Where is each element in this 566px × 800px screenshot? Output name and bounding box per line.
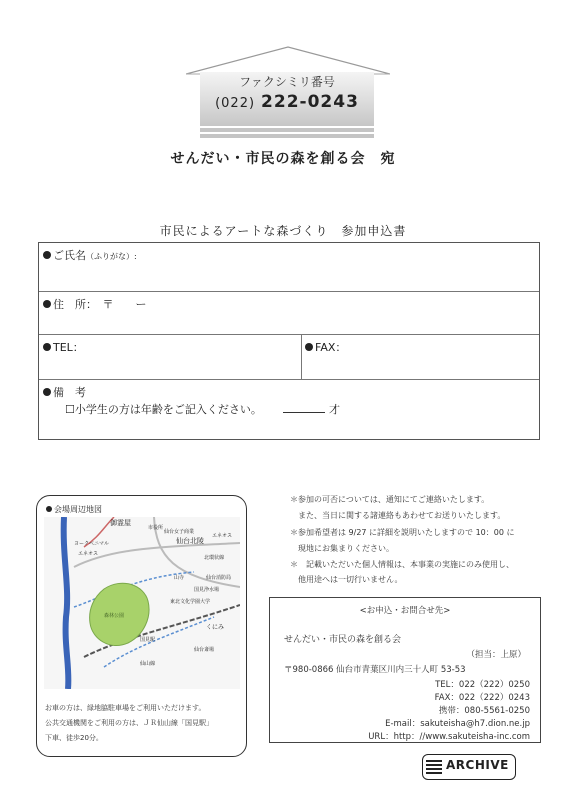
contact-box — [269, 597, 541, 743]
column-divider — [301, 335, 302, 379]
map-label: 仙山線 — [140, 661, 156, 667]
contact-mobile: 携帯：080-5561-0250 — [438, 706, 530, 716]
bullet-icon — [43, 251, 51, 259]
map-label: 森林公園 — [104, 613, 125, 619]
age-suffix: 才 — [329, 403, 340, 416]
fax-main-number: 222-0243 — [261, 92, 359, 112]
tel-label: TEL： — [53, 341, 84, 354]
map-note-line: お車の方は、緑地脇駐車場をご利用いただけます。 — [45, 704, 206, 712]
note-line: ＊参加希望者は 9/27 に詳細を説明いたしますので 10：00 に — [290, 528, 515, 537]
remarks-row[interactable] — [39, 380, 539, 439]
contact-email[interactable]: E-mail：sakuteisha@h7.dion.ne.jp — [385, 719, 530, 729]
bullet-icon — [43, 388, 51, 396]
name-row[interactable] — [39, 243, 539, 292]
header-stripe — [200, 134, 374, 138]
addressee: せんだい・市民の森を創る会 宛 — [170, 151, 396, 167]
map-label: エネオス — [212, 533, 232, 539]
map-label: 国見浄水場 — [194, 587, 220, 593]
map-label: 仙台北陵 — [176, 537, 204, 545]
name-reading-label: （ふりがな）: — [86, 252, 137, 261]
contact-org: せんだい・市民の森を創る会 — [284, 635, 402, 645]
map-label: 北環状線 — [204, 555, 225, 561]
note-line: 現地にお集まりください。 — [290, 544, 394, 553]
fax-number — [200, 92, 374, 112]
contact-address: 〒980-0866 仙台市青葉区川内三十人町 53-53 — [284, 665, 466, 675]
fax-label: ファクシミリ番号 — [239, 75, 335, 89]
map-label: ヨークベニマル — [74, 541, 110, 547]
map-label: エネオス — [78, 551, 98, 557]
map-label: 仙台斎場 — [194, 647, 215, 653]
note-line: ＊ 記載いただいた個人情報は、本事業の実施にのみ使用し、 — [290, 560, 514, 569]
contact-person: （担当：上原） — [466, 650, 526, 660]
remarks-label: 備 考 — [53, 386, 86, 399]
form-title: 市民によるアートな森づくり 参加申込書 — [159, 224, 407, 238]
contact-header: <お申込・お問合せ先> — [359, 606, 451, 616]
stamp-pattern-icon — [426, 758, 442, 774]
map-label: 山寺 — [174, 575, 185, 581]
phone-row — [39, 335, 539, 380]
note-line: 他用途へは一切行いません。 — [290, 575, 403, 584]
note-line: また、当日に関する諸連絡もあわせてお送りいたします。 — [290, 511, 506, 520]
note-line: ＊参加の可否については、通知にてご連絡いたします。 — [290, 495, 490, 504]
header-stripe — [200, 128, 374, 132]
bullet-icon — [43, 300, 51, 308]
fax-area-code: (022) — [215, 96, 256, 111]
application-form — [38, 242, 540, 440]
map-note-line: 公共交通機関をご利用の方は、ＪＲ仙山線「国見駅」 — [45, 719, 213, 727]
bullet-icon — [305, 343, 313, 351]
map-label: くにみ — [206, 624, 225, 631]
area-map — [44, 517, 240, 689]
map-label: 東北文化学園大学 — [170, 599, 211, 605]
map-label: 市役所 — [148, 525, 164, 531]
fax-field-label: FAX： — [315, 341, 347, 354]
map-label: 仙台消防局 — [206, 575, 232, 581]
map-title: 会場周辺地図 — [46, 504, 102, 515]
name-label: ご氏名 — [53, 249, 86, 262]
age-blank[interactable] — [283, 412, 325, 413]
contact-url[interactable]: URL：http：//www.sakuteisha-inc.com — [368, 732, 530, 742]
archive-stamp-label: ARCHIVE — [446, 758, 509, 772]
fax-field[interactable] — [305, 339, 346, 355]
address-label: 住 所： 〒 ー — [53, 298, 147, 311]
map-note-line: 下車、徒歩20分。 — [45, 734, 103, 742]
roof-outline — [186, 45, 390, 75]
map-label: 国見駅 — [140, 637, 156, 643]
contact-tel: TEL：022（222）0250 — [435, 680, 530, 690]
bullet-icon — [43, 343, 51, 351]
address-row[interactable] — [39, 292, 539, 335]
map-label: 仙台女子商業 — [164, 529, 195, 535]
bullet-icon — [46, 506, 52, 512]
contact-fax: FAX：022（222）0243 — [434, 693, 530, 703]
tel-field[interactable] — [43, 339, 84, 355]
map-label: 御霊屋 — [110, 519, 131, 527]
child-age-note: ☐小学生の方は年齢をご記入ください。 — [65, 403, 262, 416]
